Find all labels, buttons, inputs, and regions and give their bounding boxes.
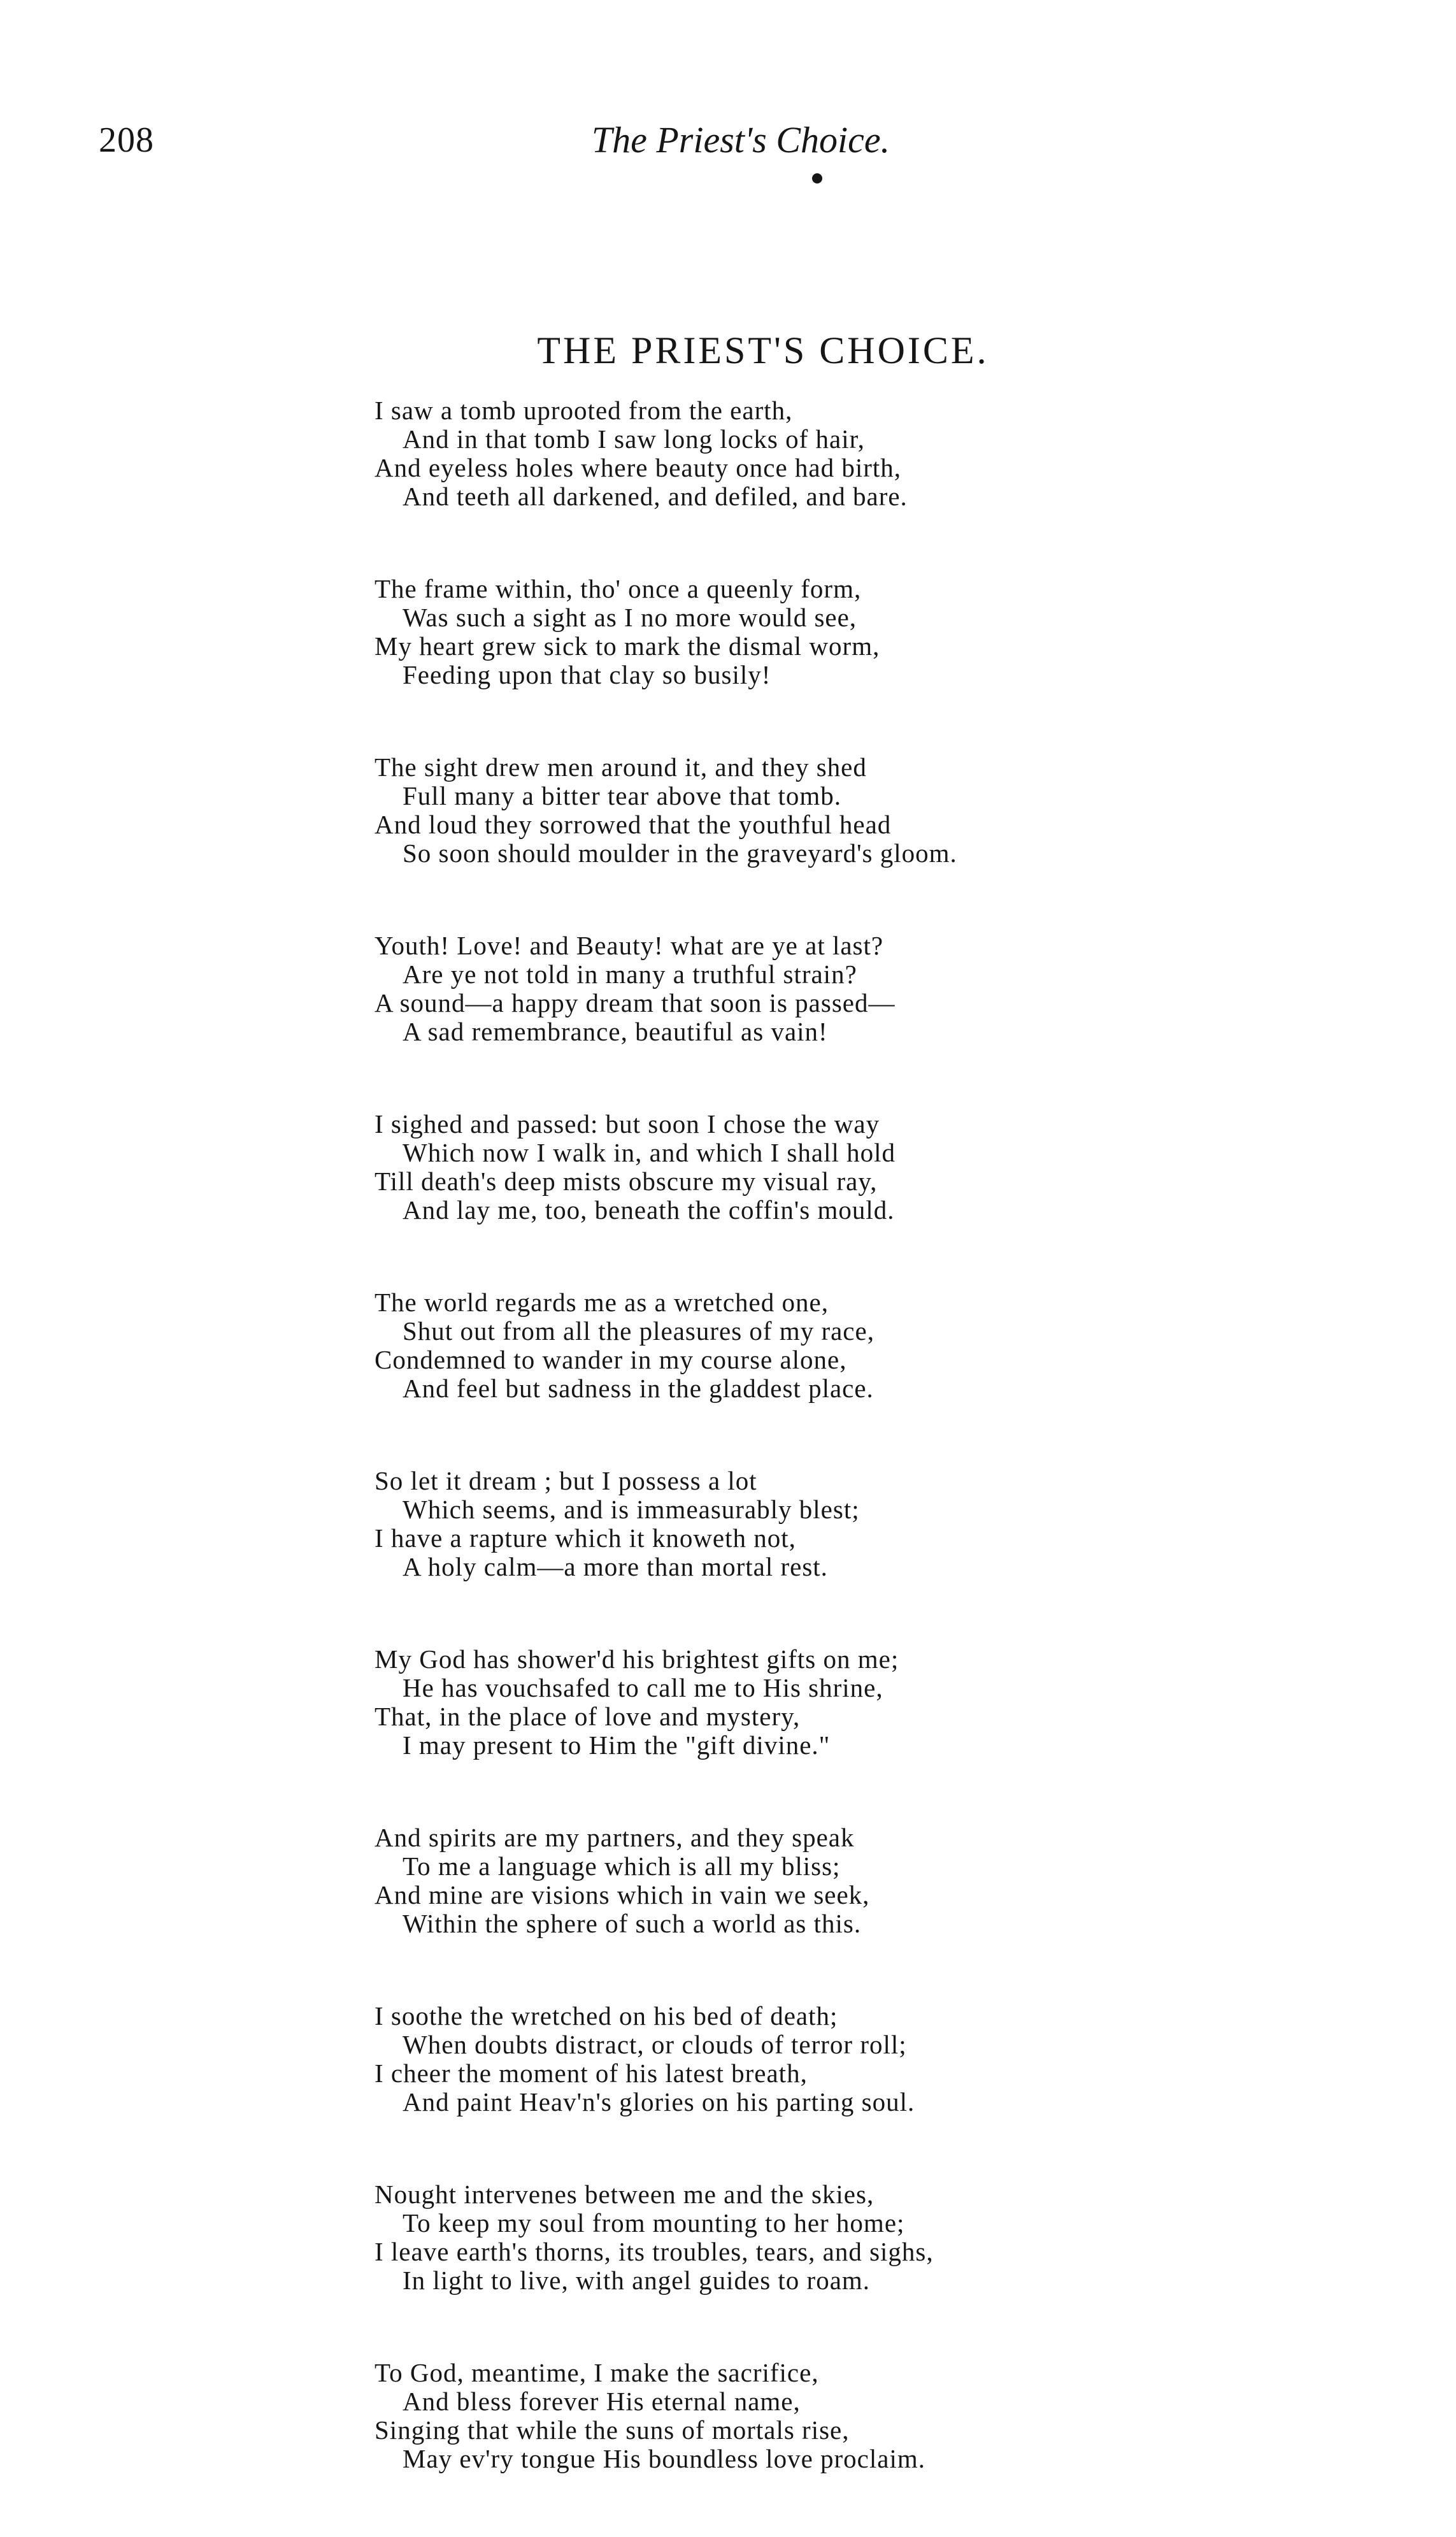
poem-line: Till death's deep mists obscure my visual ray, [375,1167,878,1196]
poem-line: And mine are visions which in vain we seek, [375,1880,870,1909]
poem-line: I have a rapture which it knoweth not, [375,1523,796,1553]
poem-line: Which now I walk in, and which I shall hold [403,1138,896,1167]
poem-line: The frame within, tho' once a queenly form, [375,574,862,603]
stanza-7 [375,1467,1368,1581]
poem-line: Within the sphere of such a world as this. [403,1909,862,1938]
poem-line: Feeding upon that clay so busily! [403,660,771,689]
poem-line: My God has shower'd his brightest gifts on me; [375,1644,899,1674]
poem-line: Shut out from all the pleasures of my race, [403,1316,874,1346]
poem-line: The sight drew men around it, and they shed [375,752,867,782]
stanza-6 [375,1288,1368,1403]
poem-line: Full many a bitter tear above that tomb. [403,781,841,810]
poem-line: The world regards me as a wretched one, [375,1288,829,1317]
poem-line: My heart grew sick to mark the dismal worm, [375,631,880,661]
poem-line: I soothe the wretched on his bed of death; [375,2001,838,2030]
stanza-10 [375,2002,1368,2117]
poem-line: And loud they sorrowed that the youthful head [375,810,892,839]
poem-line: Which seems, and is immeasurably blest; [403,1495,860,1524]
stanza-2 [375,575,1368,689]
poem-line: And paint Heav'n's glories on his parting soul. [403,2087,915,2117]
poem-line: And teeth all darkened, and defiled, and bare. [403,482,908,511]
poem-line: So let it dream ; but I possess a lot [375,1466,757,1495]
poem-line: And lay me, too, beneath the coffin's mould. [403,1195,895,1225]
stanza-4 [375,931,1368,1046]
poem-line: I leave earth's thorns, its troubles, tears, and sighs, [375,2237,934,2266]
poem-line: I cheer the moment of his latest breath, [375,2059,808,2088]
poem-line: A sound—a happy dream that soon is passed— [375,988,896,1017]
stanza-11 [375,2180,1368,2295]
stanza-1 [375,396,1368,511]
poem-line: I saw a tomb uprooted from the earth, [375,396,793,425]
stanza-8 [375,1645,1368,1760]
poem-line: And spirits are my partners, and they speak [375,1823,855,1852]
poem-line: A holy calm—a more than mortal rest. [403,1552,828,1581]
poem-line: Are ye not told in many a truthful strain? [403,959,857,989]
poem-line: When doubts distract, or clouds of terror roll; [403,2030,907,2059]
running-title: The Priest's Choice. [591,119,890,161]
poem-line: And feel but sadness in the gladdest place. [403,1374,874,1403]
page-number: 208 [99,120,154,160]
poem-line: And in that tomb I saw long locks of hair, [403,424,865,454]
stanza-5 [375,1110,1368,1225]
poem-line: He has vouchsafed to call me to His shrine, [403,1673,883,1702]
poem-line: To God, meantime, I make the sacrifice, [375,2358,819,2387]
poem-line: Youth! Love! and Beauty! what are ye at last? [375,931,884,960]
poem-line: Was such a sight as I no more would see, [403,603,857,632]
stanza-9 [375,1823,1368,1938]
poem-line: Singing that while the suns of mortals rise, [375,2415,850,2445]
ornament-dot [812,173,822,183]
poem-line: I sighed and passed: but soon I chose the way [375,1109,880,1139]
poem-line: Nought intervenes between me and the skies, [375,2180,874,2209]
poem-line: Condemned to wander in my course alone, [375,1345,847,1374]
poem-line: So soon should moulder in the graveyard's gloom. [403,838,957,868]
stanza-3 [375,753,1368,868]
poem-body [375,396,1368,2537]
poem-line: A sad remembrance, beautiful as vain! [403,1017,828,1046]
poem-line: In light to live, with angel guides to roam. [403,2266,871,2295]
poem-title: THE PRIEST'S CHOICE. [537,329,989,371]
poem-line: And bless forever His eternal name, [403,2387,801,2416]
poem-line: To keep my soul from mounting to her home; [403,2208,905,2238]
poem-line: And eyeless holes where beauty once had birth, [375,453,902,482]
poem-line: May ev'ry tongue His boundless love proclaim. [403,2444,925,2473]
poem-line: To me a language which is all my bliss; [403,1851,841,1881]
poem-line: I may present to Him the "gift divine." [403,1730,831,1760]
poem-line: That, in the place of love and mystery, [375,1702,801,1731]
stanza-12 [375,2359,1368,2473]
